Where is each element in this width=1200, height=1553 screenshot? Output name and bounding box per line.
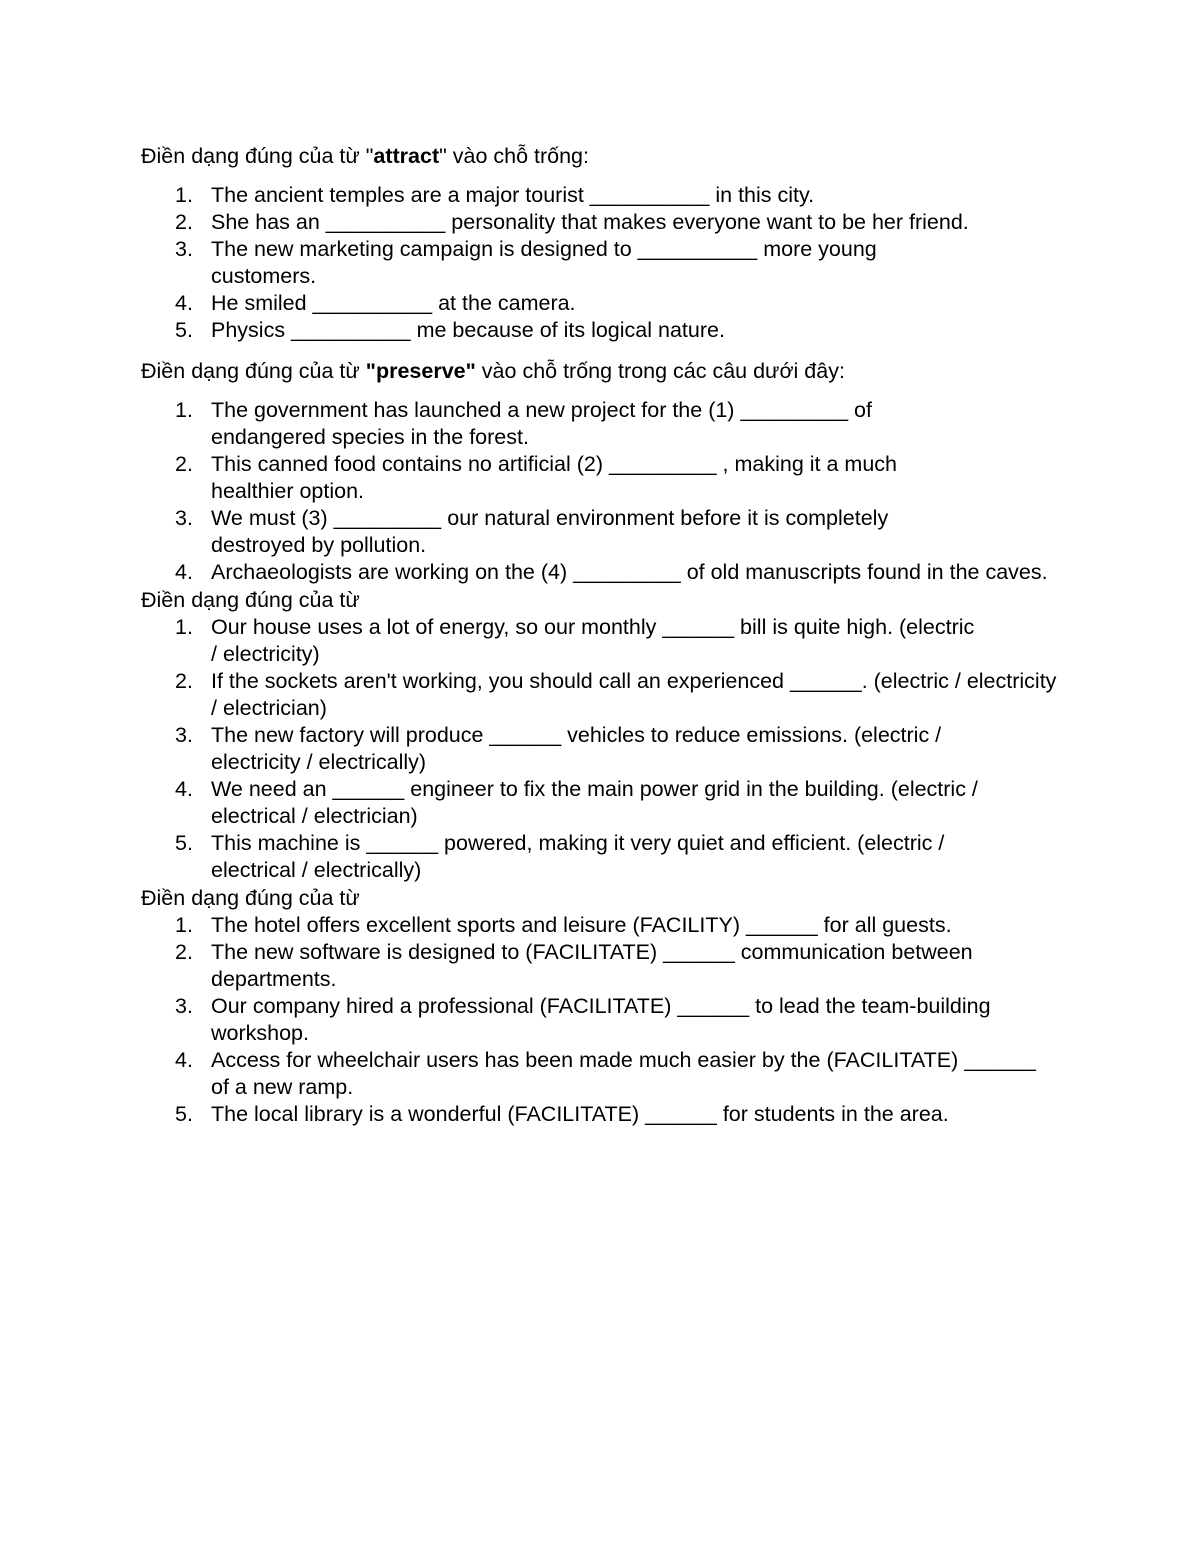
list-item — [141, 614, 1071, 668]
item-text: The new marketing campaign is designed to __________ more young customers. — [211, 237, 877, 288]
item-number: 3. — [175, 723, 193, 747]
heading-text: " vào chỗ trống: — [439, 144, 589, 168]
item-text: We must (3) _________ our natural environment before it is completely destroyed by pollution. — [211, 506, 889, 557]
item-text: The hotel offers excellent sports and leisure (FACILITY) ______ for all guests. — [211, 913, 952, 937]
exercise-list-facility — [141, 912, 1071, 1128]
document-page — [141, 142, 1071, 1128]
list-item — [141, 1101, 1071, 1128]
heading-text: Điền dạng đúng của từ — [141, 886, 360, 910]
section-heading-attract — [141, 142, 1071, 170]
list-item — [141, 290, 1071, 317]
item-number: 3. — [175, 994, 193, 1018]
heading-keyword: "preserve" — [365, 359, 476, 383]
item-number: 1. — [175, 183, 193, 207]
item-number: 5. — [175, 318, 193, 342]
item-number: 4. — [175, 291, 193, 315]
heading-keyword: attract — [373, 144, 440, 168]
item-text: Access for wheelchair users has been made much easier by the (FACILITATE) ______ of a new ramp. — [211, 1048, 1036, 1099]
item-number: 4. — [175, 1048, 193, 1072]
section-heading-preserve — [141, 357, 1071, 385]
list-item — [141, 451, 1071, 505]
item-text: The local library is a wonderful (FACILITATE) ______ for students in the area. — [211, 1102, 949, 1126]
list-item — [141, 182, 1071, 209]
item-text: We need an ______ engineer to fix the main power grid in the building. (electric / electrical / electrician) — [211, 777, 978, 828]
item-number: 2. — [175, 669, 193, 693]
heading-text: vào chỗ trống trong các câu dưới đây: — [475, 359, 845, 383]
item-number: 1. — [175, 398, 193, 422]
heading-text: Điền dạng đúng của từ — [141, 359, 366, 383]
exercise-list-electric — [141, 614, 1071, 884]
item-number: 5. — [175, 831, 193, 855]
item-text: The new factory will produce ______ vehicles to reduce emissions. (electric / electricity / electrically) — [211, 723, 942, 774]
list-item — [141, 830, 1071, 884]
list-item — [141, 397, 1071, 451]
list-item — [141, 505, 1071, 559]
item-text: This machine is ______ powered, making it very quiet and efficient. (electric / electrical / electrically) — [211, 831, 945, 882]
list-item — [141, 668, 1071, 722]
item-number: 1. — [175, 913, 193, 937]
exercise-list-attract — [141, 182, 1071, 344]
item-text: Our company hired a professional (FACILITATE) ______ to lead the team-building workshop. — [211, 994, 991, 1045]
item-text: He smiled __________ at the camera. — [211, 291, 576, 315]
item-text: The government has launched a new project for the (1) _________ of endangered species in the forest. — [211, 398, 872, 449]
list-item — [141, 939, 1071, 993]
section-heading-facility — [141, 884, 1071, 912]
list-item — [141, 1047, 1071, 1101]
item-number: 4. — [175, 560, 193, 584]
item-text: This canned food contains no artificial (2) _________ , making it a much healthier option. — [211, 452, 898, 503]
list-item — [141, 722, 1071, 776]
list-item — [141, 993, 1071, 1047]
list-item — [141, 236, 1071, 290]
item-number: 5. — [175, 1102, 193, 1126]
item-text: If the sockets aren't working, you should call an experienced ______. (electric / electricity / electrician) — [211, 669, 1057, 720]
item-text: She has an __________ personality that makes everyone want to be her friend. — [211, 210, 969, 234]
list-item — [141, 209, 1071, 236]
item-number: 1. — [175, 615, 193, 639]
item-text: Archaeologists are working on the (4) _________ of old manuscripts found in the caves. — [211, 560, 1048, 584]
list-item — [141, 912, 1071, 939]
item-number: 2. — [175, 940, 193, 964]
heading-text: Điền dạng đúng của từ — [141, 588, 360, 612]
section-heading-electric — [141, 586, 1071, 614]
item-text: Physics __________ me because of its logical nature. — [211, 318, 725, 342]
exercise-list-preserve — [141, 397, 1071, 586]
item-text: The new software is designed to (FACILITATE) ______ communication between departments. — [211, 940, 973, 991]
item-number: 2. — [175, 452, 193, 476]
item-number: 2. — [175, 210, 193, 234]
list-item — [141, 776, 1071, 830]
item-number: 4. — [175, 777, 193, 801]
item-text: The ancient temples are a major tourist __________ in this city. — [211, 183, 815, 207]
item-text: Our house uses a lot of energy, so our monthly ______ bill is quite high. (electric / electricity) — [211, 615, 975, 666]
item-number: 3. — [175, 237, 193, 261]
item-number: 3. — [175, 506, 193, 530]
list-item — [141, 559, 1071, 586]
list-item — [141, 317, 1071, 344]
heading-text: Điền dạng đúng của từ " — [141, 144, 374, 168]
